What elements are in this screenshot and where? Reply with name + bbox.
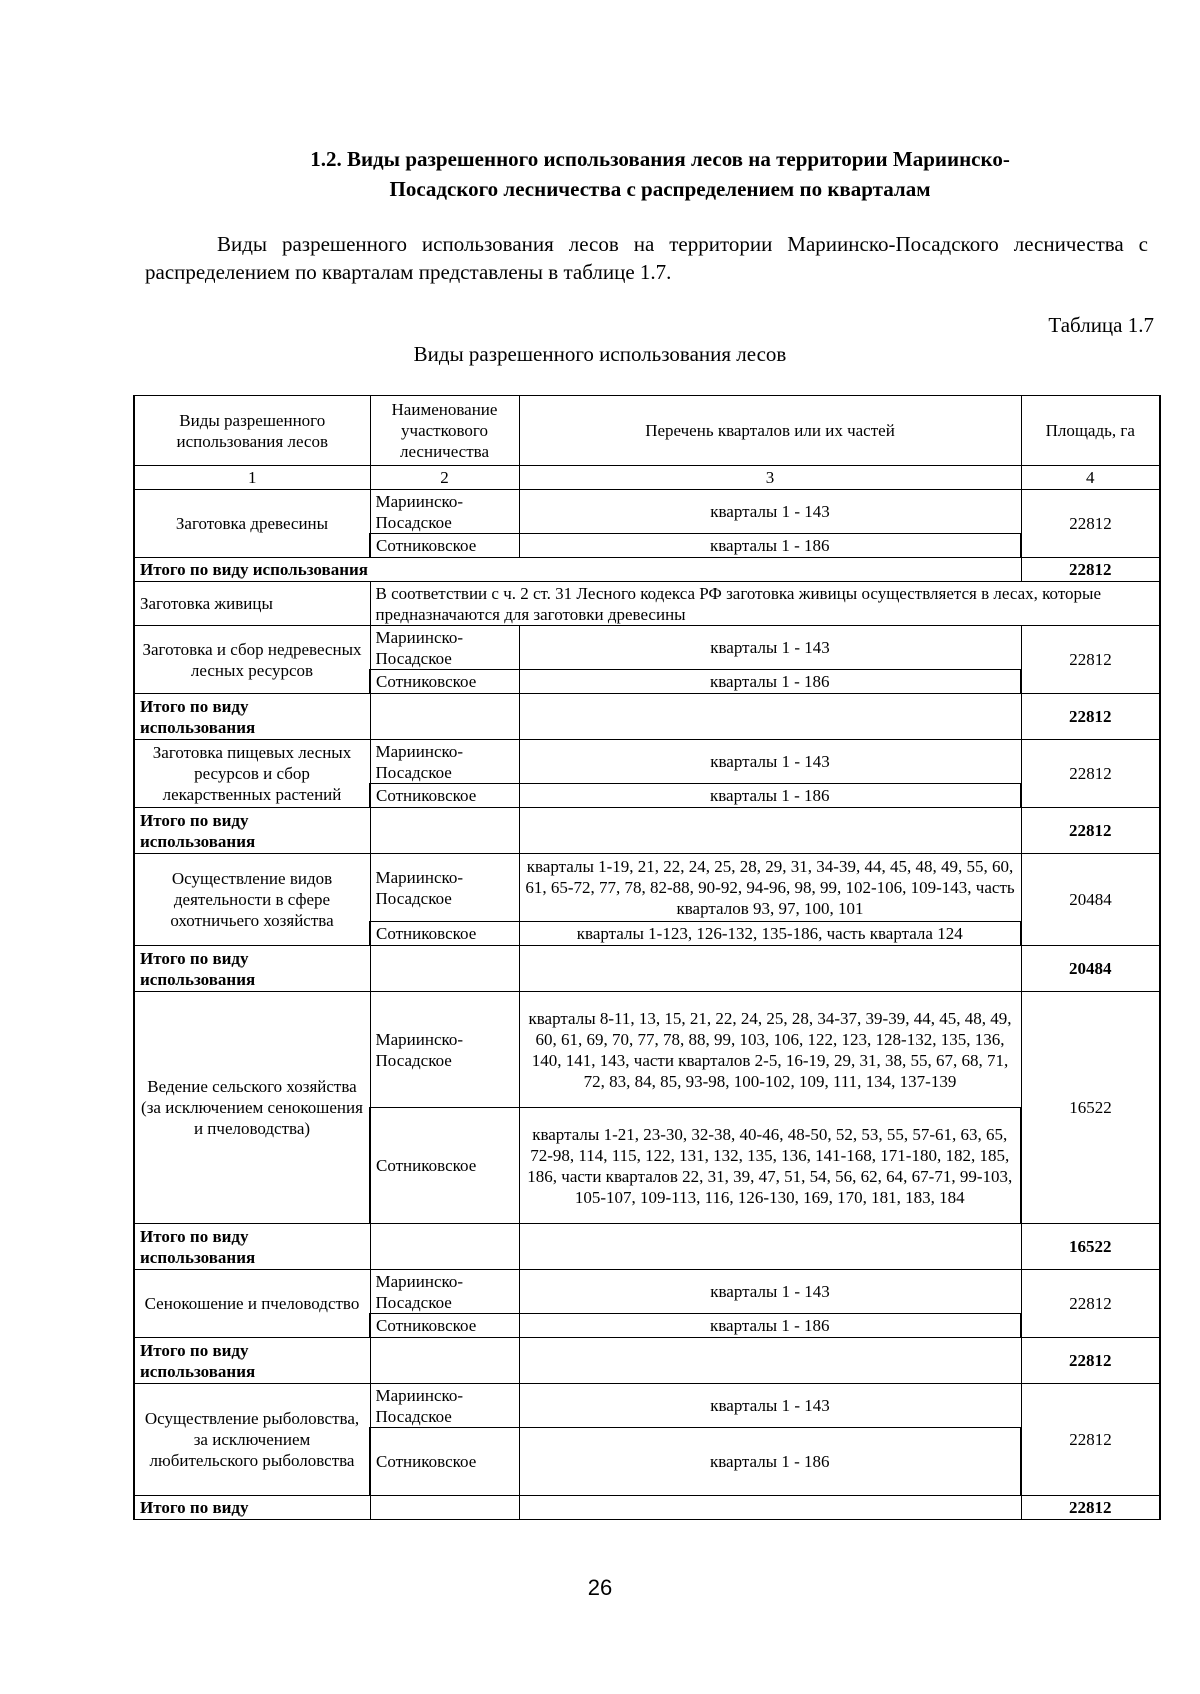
district-cell: Сотниковское — [370, 1108, 519, 1224]
table-row — [134, 854, 1160, 922]
total-area: 22812 — [1021, 1496, 1160, 1520]
quarters-cell: кварталы 1-21, 23-30, 32-38, 40-46, 48-50, 52, 53, 55, 57-61, 63, 65, 72-98, 114, 115, 122, 131, 132, 135, 136, 141-168, 171-180, 182, 185, 186, части кварталов 22, 31, 39, 47, 51, 54, 56, 62, 64, 67-71, 99-103, 105-107, 109-113, 116, 126-130, 169, 170, 181, 183, 184 — [519, 1108, 1021, 1224]
total-label: Итого по виду использования — [134, 946, 370, 992]
district-cell: Мариинско-Посадское — [370, 490, 519, 534]
use-type-cell: Осуществление видов деятельности в сфере охотничьего хозяйства — [134, 854, 370, 946]
district-cell: Мариинско-Посадское — [370, 626, 519, 670]
total-row — [134, 558, 1160, 582]
empty-cell — [370, 1496, 519, 1520]
page-number: 26 — [587, 1575, 613, 1600]
empty-cell — [370, 808, 519, 854]
column-number: 1 — [134, 466, 370, 490]
total-area: 20484 — [1021, 946, 1160, 992]
quarters-cell: кварталы 1-19, 21, 22, 24, 25, 28, 29, 31, 34-39, 44, 45, 48, 49, 55, 60, 61, 65-72, 77, 78, 82-88, 90-92, 94-96, 98, 99, 102-106, 109-143, часть кварталов 93, 97, 100, 101 — [519, 854, 1021, 922]
table-row — [134, 490, 1160, 534]
empty-cell — [370, 1338, 519, 1384]
empty-cell — [370, 1224, 519, 1270]
empty-cell — [519, 1224, 1021, 1270]
total-row — [134, 694, 1160, 740]
quarters-cell: кварталы 1 - 143 — [519, 626, 1021, 670]
district-cell: Мариинско-Посадское — [370, 740, 519, 784]
use-type-cell: Заготовка пищевых лесных ресурсов и сбор лекарственных растений — [134, 740, 370, 808]
column-header: Площадь, га — [1021, 396, 1160, 466]
total-row — [134, 946, 1160, 992]
total-label: Итого по виду использования — [134, 1338, 370, 1384]
use-type-cell: Сенокошение и пчеловодство — [134, 1270, 370, 1338]
column-number: 2 — [370, 466, 519, 490]
total-row — [134, 1338, 1160, 1384]
area-cell: 22812 — [1021, 1384, 1160, 1496]
intro-paragraph: Виды разрешенного использования лесов на территории Мариинско-Посадского лесничества с распределением по кварталам представлены в таблице 1.7. — [145, 232, 1148, 284]
district-cell: Сотниковское — [370, 922, 519, 946]
table-header-row — [134, 396, 1160, 466]
total-label: Итого по виду — [134, 1496, 370, 1520]
total-area: 16522 — [1021, 1224, 1160, 1270]
section-heading-line-2: Посадского лесничества с распределением по кварталам — [389, 177, 931, 201]
district-cell: Мариинско-Посадское — [370, 1270, 519, 1314]
total-row — [134, 1496, 1160, 1520]
quarters-cell: кварталы 1 - 186 — [519, 1428, 1021, 1496]
area-cell: 22812 — [1021, 626, 1160, 694]
quarters-cell: кварталы 1 - 143 — [519, 1384, 1021, 1428]
section-heading — [200, 144, 1120, 204]
area-cell: 22812 — [1021, 740, 1160, 808]
empty-cell — [519, 808, 1021, 854]
quarters-cell: кварталы 1 - 143 — [519, 490, 1021, 534]
total-label: Итого по виду использования — [134, 808, 370, 854]
total-row — [134, 808, 1160, 854]
total-area: 22812 — [1021, 694, 1160, 740]
quarters-cell: кварталы 1 - 143 — [519, 740, 1021, 784]
quarters-cell: кварталы 1-123, 126-132, 135-186, часть квартала 124 — [519, 922, 1021, 946]
district-cell: Сотниковское — [370, 534, 519, 558]
total-area: 22812 — [1021, 808, 1160, 854]
district-cell: Сотниковское — [370, 784, 519, 808]
district-cell: Сотниковское — [370, 670, 519, 694]
note-cell: В соответствии с ч. 2 ст. 31 Лесного кодекса РФ заготовка живицы осуществляется в лесах, которые предназначаются для заготовки древесины — [370, 582, 1160, 626]
table-row — [134, 1384, 1160, 1428]
table-number: Таблица 1.7 — [1048, 313, 1154, 337]
district-cell: Сотниковское — [370, 1428, 519, 1496]
district-cell: Мариинско-Посадское — [370, 854, 519, 922]
column-number: 3 — [519, 466, 1021, 490]
total-label: Итого по виду использования — [134, 694, 370, 740]
use-type-cell: Ведение сельского хозяйства (за исключением сенокошения и пчеловодства) — [134, 992, 370, 1224]
empty-cell — [519, 1338, 1021, 1384]
table-row — [134, 1270, 1160, 1314]
total-area: 22812 — [1021, 558, 1160, 582]
quarters-cell: кварталы 1 - 186 — [519, 670, 1021, 694]
area-cell: 22812 — [1021, 1270, 1160, 1338]
column-number: 4 — [1021, 466, 1160, 490]
empty-cell — [519, 694, 1021, 740]
column-header: Наименование участкового лесничества — [370, 396, 519, 466]
column-number-row — [134, 466, 1160, 490]
area-cell: 16522 — [1021, 992, 1160, 1224]
total-row — [134, 1224, 1160, 1270]
table-row — [134, 992, 1160, 1108]
quarters-cell: кварталы 1 - 186 — [519, 1314, 1021, 1338]
district-cell: Мариинско-Посадское — [370, 992, 519, 1108]
quarters-cell: кварталы 1 - 143 — [519, 1270, 1021, 1314]
empty-cell — [519, 1496, 1021, 1520]
use-type-cell: Заготовка древесины — [134, 490, 370, 558]
quarters-cell: кварталы 1 - 186 — [519, 534, 1021, 558]
table-row — [134, 626, 1160, 670]
total-area: 22812 — [1021, 1338, 1160, 1384]
table-row — [134, 582, 1160, 626]
area-cell: 22812 — [1021, 490, 1160, 558]
empty-cell — [519, 946, 1021, 992]
column-header: Виды разрешенного использования лесов — [134, 396, 370, 466]
total-label: Итого по виду использования — [134, 1224, 370, 1270]
district-cell: Сотниковское — [370, 1314, 519, 1338]
use-type-cell: Заготовка и сбор недревесных лесных ресурсов — [134, 626, 370, 694]
quarters-cell: кварталы 8-11, 13, 15, 21, 22, 24, 25, 28, 34-37, 39-39, 44, 45, 48, 49, 60, 61, 69, 70, 77, 78, 88, 99, 103, 106, 122, 123, 128-132, 135, 136, 140, 141, 143, части кварталов 2-5, 16-19, 29, 31, 38, 55, 67, 68, 71, 72, 83, 84, 85, 93-98, 100-102, 109, 111, 134, 137-139 — [519, 992, 1021, 1108]
table-caption: Виды разрешенного использования лесов — [413, 342, 787, 366]
district-cell: Мариинско-Посадское — [370, 1384, 519, 1428]
empty-cell — [370, 946, 519, 992]
use-type-cell: Заготовка живицы — [134, 582, 370, 626]
total-label: Итого по виду использования — [134, 558, 1021, 582]
forest-use-table — [133, 395, 1161, 1520]
table-row — [134, 740, 1160, 784]
column-header: Перечень кварталов или их частей — [519, 396, 1021, 466]
quarters-cell: кварталы 1 - 186 — [519, 784, 1021, 808]
empty-cell — [370, 694, 519, 740]
section-heading-line-1: 1.2. Виды разрешенного использования лесов на территории Мариинско- — [310, 147, 1010, 171]
area-cell: 20484 — [1021, 854, 1160, 946]
use-type-cell: Осуществление рыболовства, за исключением любительского рыболовства — [134, 1384, 370, 1496]
